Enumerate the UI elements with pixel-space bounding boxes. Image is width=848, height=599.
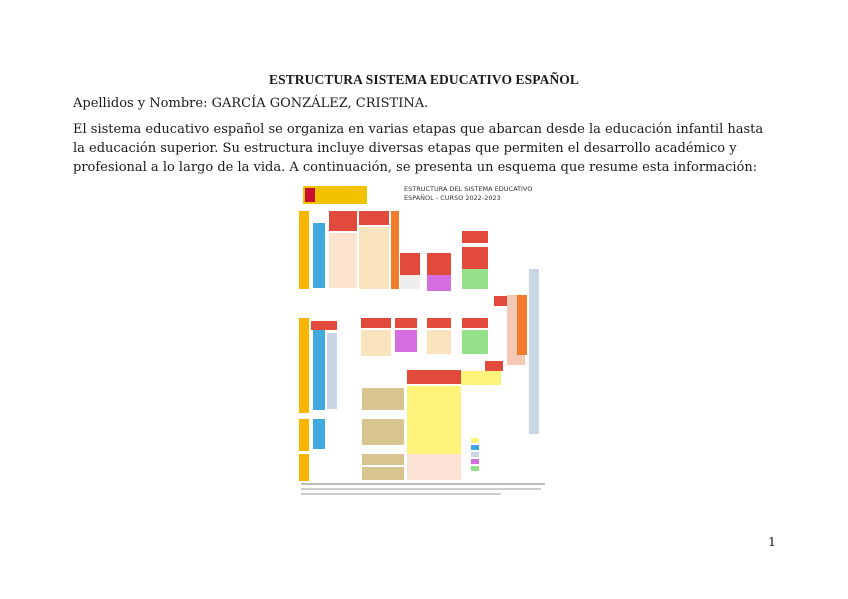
- figure-heading-1: ESTRUCTURA DEL SISTEMA EDUCATIVO: [404, 185, 533, 193]
- stage-label-secundaria: [299, 318, 309, 413]
- author-line: Apellidos y Nombre: GARCÍA GONZÁLEZ, CRISTINA.: [73, 96, 429, 111]
- intro-paragraph: El sistema educativo español se organiza en varias etapas que abarcan desde la educación infantil hasta la educación superior. Su estructura incluye diversas etapas que permiten el desarrollo académico y profesional a lo largo de la vida. A continuación, se presenta un esquema que resume esta información:: [73, 122, 764, 175]
- stage-label-superior: [299, 211, 309, 289]
- stage-label-infantil: [299, 454, 309, 481]
- document-title: ESTRUCTURA SISTEMA EDUCATIVO ESPAÑOL: [268, 72, 580, 87]
- figure-heading-2: ESPAÑOL - CURSO 2022-2023: [404, 194, 501, 202]
- stage-label-primaria: [299, 419, 309, 451]
- page-number: 1: [768, 534, 776, 549]
- education-system-diagram: [299, 183, 547, 498]
